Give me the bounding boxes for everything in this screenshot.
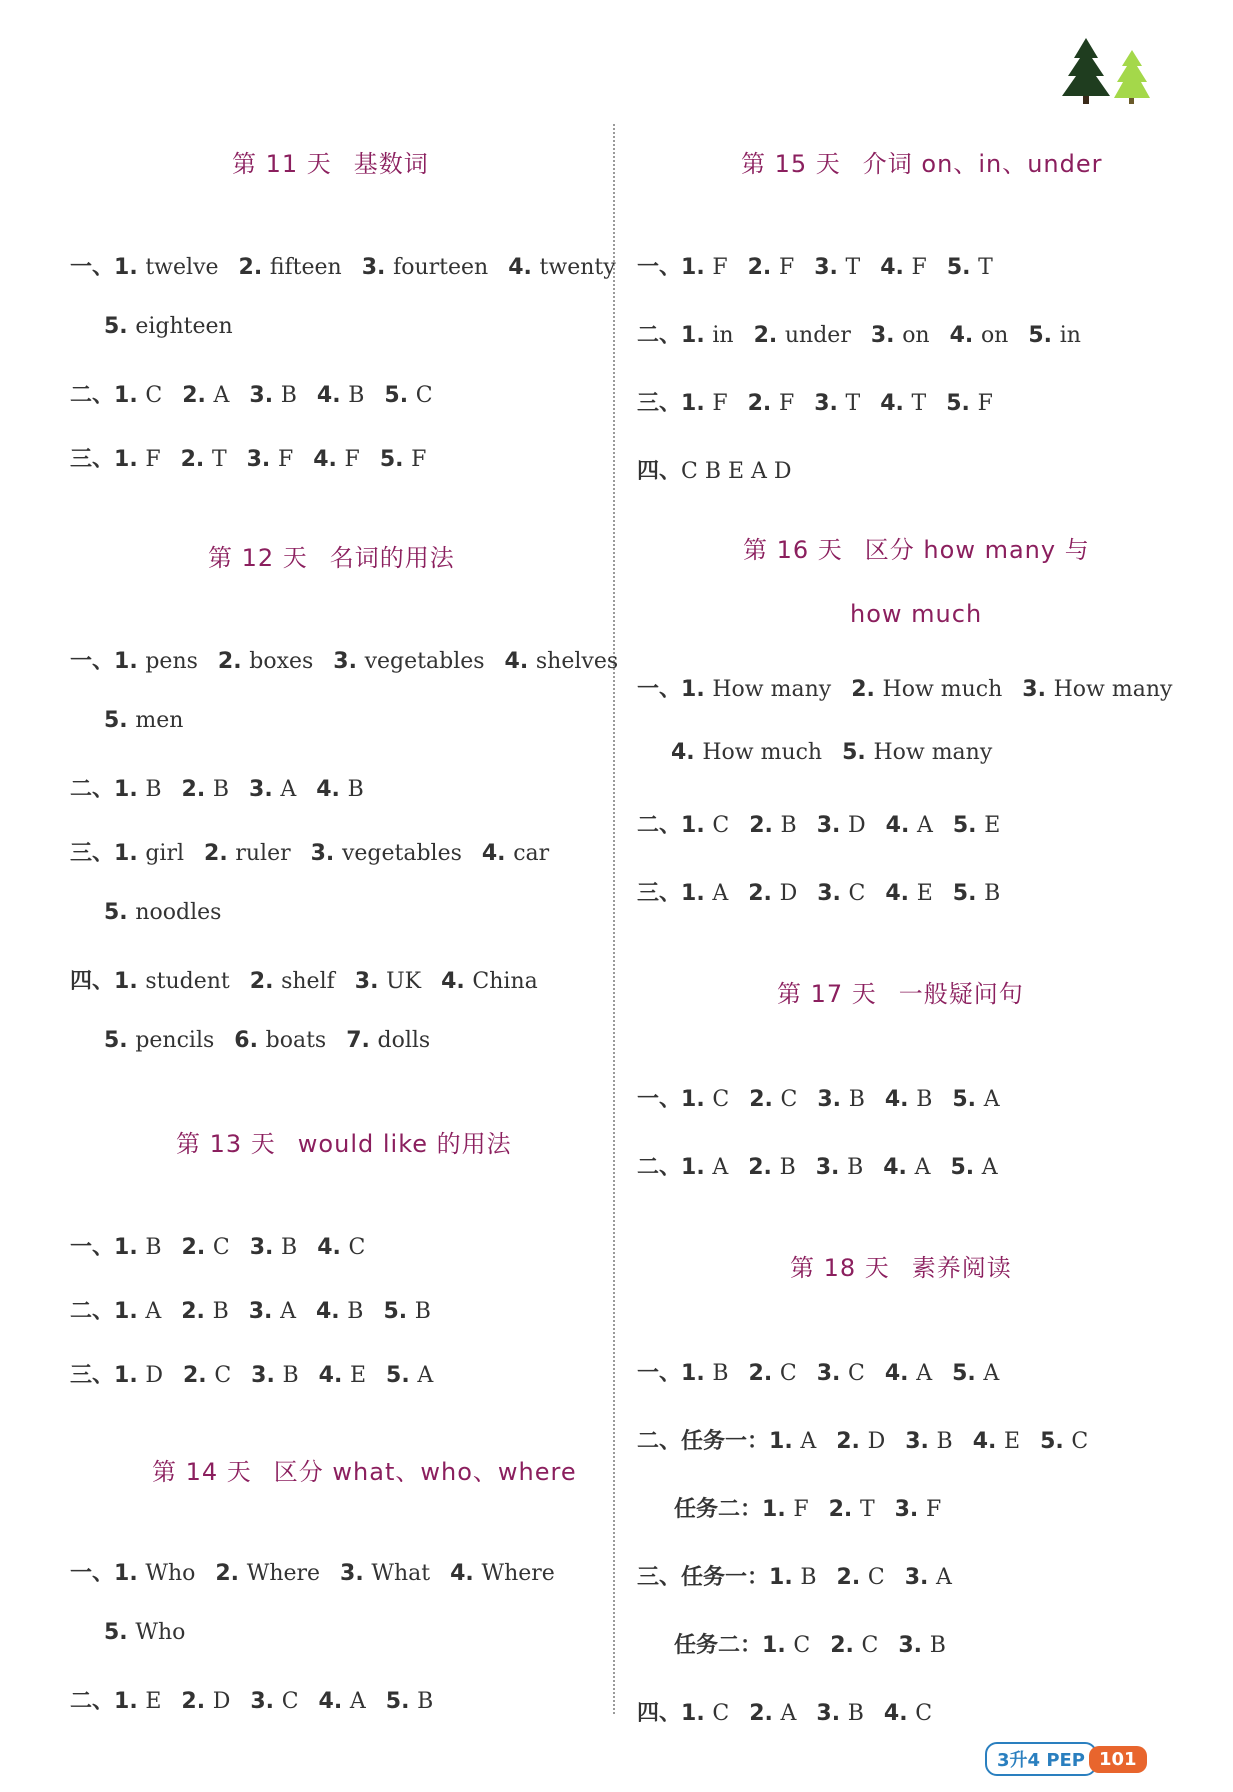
heading-day-12: 第 12 天 名词的用法 xyxy=(208,544,455,572)
answer-line: 一、1. pens 2. boxes 3. vegetables 4. shelves xyxy=(70,649,619,674)
answer-line: 5. eighteen xyxy=(104,314,233,339)
answer-line: 二、任务一：1. A 2. D 3. B 4. E 5. C xyxy=(637,1429,1089,1454)
answer-line: 二、1. E 2. D 3. C 4. A 5. B xyxy=(70,1689,434,1714)
answer-line: 二、1. in 2. under 3. on 4. on 5. in xyxy=(637,323,1081,348)
answer-line: 任务二：1. C 2. C 3. B xyxy=(674,1633,946,1658)
answer-line: 一、1. twelve 2. fifteen 3. fourteen 4. twenty xyxy=(70,255,616,280)
answer-line: 任务二：1. F 2. T 3. F xyxy=(674,1497,942,1522)
answer-line: 二、1. C 2. B 3. D 4. A 5. E xyxy=(637,813,1001,838)
answer-line: 三、1. F 2. F 3. T 4. T 5. F xyxy=(637,391,993,416)
answer-line: 5. noodles xyxy=(104,900,222,925)
answer-line: 四、C B E A D xyxy=(637,459,792,484)
heading-day-16: 第 16 天 区分 how many 与 xyxy=(743,536,1090,564)
heading-day-16-continued: how much xyxy=(850,600,983,628)
answer-line: 二、1. B 2. B 3. A 4. B xyxy=(70,777,364,802)
heading-day-13: 第 13 天 would like 的用法 xyxy=(176,1130,512,1158)
answer-line: 一、1. B 2. C 3. B 4. C xyxy=(70,1235,366,1260)
answer-line: 一、1. B 2. C 3. C 4. A 5. A xyxy=(637,1361,1000,1386)
page-number: 101 xyxy=(1089,1746,1147,1773)
answer-line: 四、1. C 2. A 3. B 4. C xyxy=(637,1701,933,1726)
heading-day-15: 第 15 天 介词 on、in、under xyxy=(741,150,1103,178)
column-divider xyxy=(613,124,615,1714)
answer-line: 一、1. F 2. F 3. T 4. F 5. T xyxy=(637,255,993,280)
grade-label: 3升4 PEP xyxy=(985,1742,1097,1776)
answer-line: 一、1. How many 2. How much 3. How many xyxy=(637,677,1173,702)
answer-line: 4. How much 5. How many xyxy=(671,740,993,765)
answer-line: 三、1. A 2. D 3. C 4. E 5. B xyxy=(637,881,1001,906)
answer-line: 5. pencils 6. boats 7. dolls xyxy=(104,1028,431,1053)
answer-line: 5. Who xyxy=(104,1620,186,1645)
pine-trees-icon xyxy=(1060,36,1156,106)
answer-line: 四、1. student 2. shelf 3. UK 4. China xyxy=(70,969,538,994)
page-footer xyxy=(985,1742,1147,1776)
heading-day-18: 第 18 天 素养阅读 xyxy=(790,1254,1012,1282)
answer-line: 三、1. D 2. C 3. B 4. E 5. A xyxy=(70,1363,434,1388)
heading-day-17: 第 17 天 一般疑问句 xyxy=(777,980,1024,1008)
answer-line: 二、1. A 2. B 3. B 4. A 5. A xyxy=(637,1155,998,1180)
answer-line: 三、1. F 2. T 3. F 4. F 5. F xyxy=(70,447,427,472)
answer-line: 二、1. C 2. A 3. B 4. B 5. C xyxy=(70,383,433,408)
answer-line: 二、1. A 2. B 3. A 4. B 5. B xyxy=(70,1299,431,1324)
answer-line: 一、1. Who 2. Where 3. What 4. Where xyxy=(70,1561,555,1586)
answer-line: 一、1. C 2. C 3. B 4. B 5. A xyxy=(637,1087,1000,1112)
answer-line: 5. men xyxy=(104,708,184,733)
heading-day-14: 第 14 天 区分 what、who、where xyxy=(152,1458,577,1486)
heading-day-11: 第 11 天 基数词 xyxy=(232,150,429,178)
answer-line: 三、1. girl 2. ruler 3. vegetables 4. car xyxy=(70,841,550,866)
answer-line: 三、任务一：1. B 2. C 3. A xyxy=(637,1565,952,1590)
